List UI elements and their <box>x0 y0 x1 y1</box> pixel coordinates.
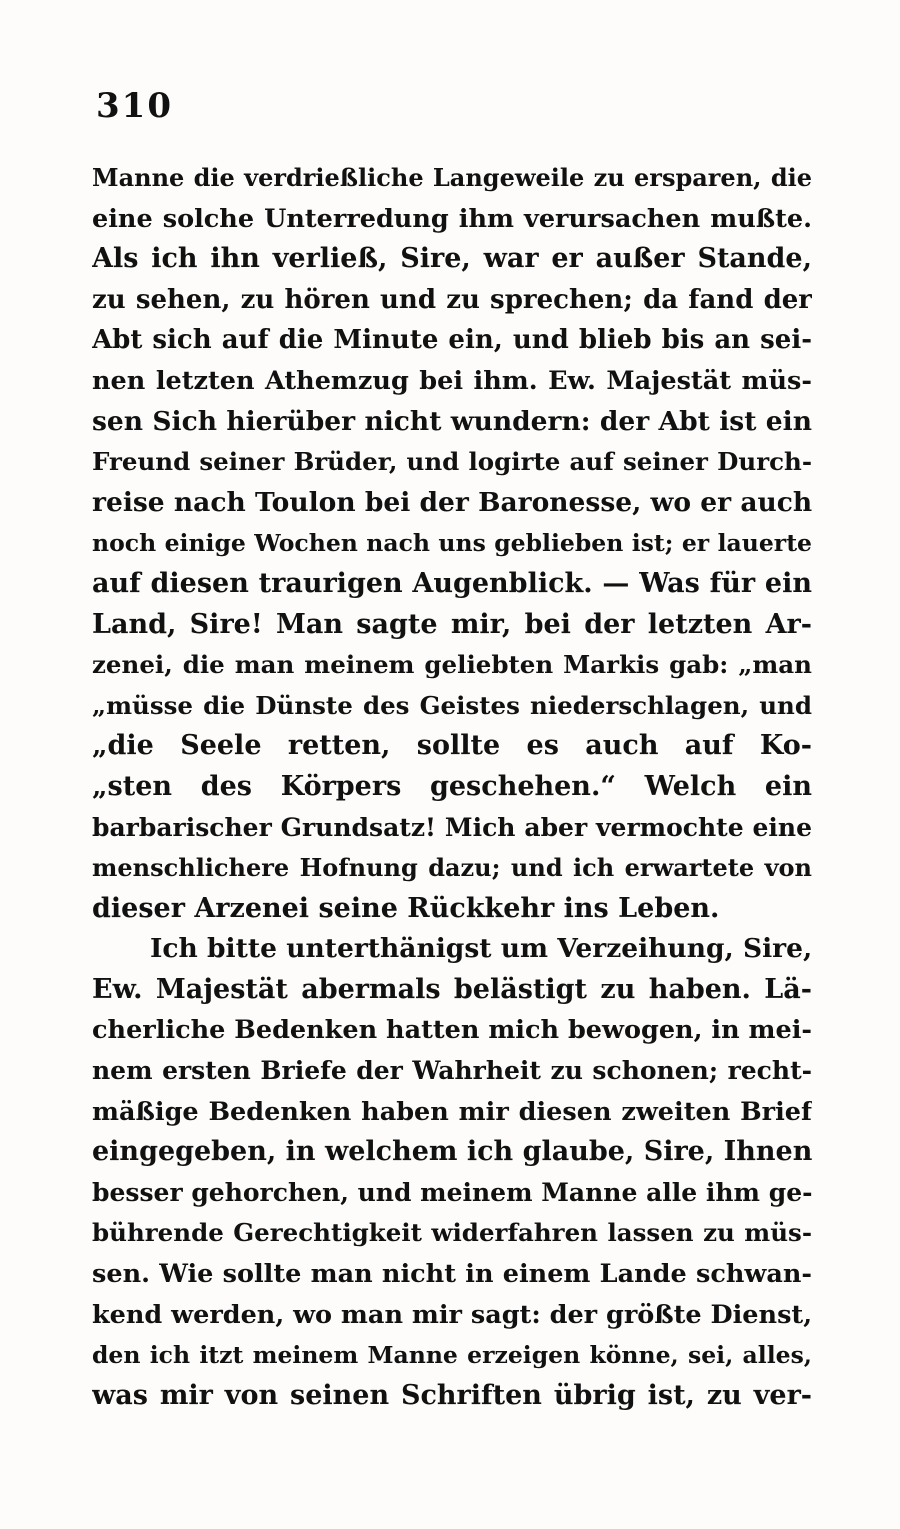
text-line: den ich itzt meinem Manne erzeigen könne, sei, alles, <box>92 1341 812 1370</box>
text-line: sen. Wie sollte man nicht in einem Lande schwan- <box>92 1259 812 1290</box>
text-line: eine solche Unterredung ihm verursachen mußte. <box>92 203 812 234</box>
text-line: „sten des Körpers geschehen.“ Welch ein <box>92 770 812 802</box>
text-line: Freund seiner Brüder, und logirte auf seiner Durch- <box>92 447 812 477</box>
text-line: dieser Arzenei seine Rückkehr ins Leben. <box>92 892 720 924</box>
text-line: auf diesen traurigen Augenblick. — Was für ein <box>92 567 812 599</box>
text-line: zu sehen, zu hören und zu sprechen; da fand der <box>92 284 812 315</box>
text-line: bührende Gerechtigkeit widerfahren lassen zu müs- <box>92 1218 812 1248</box>
text-line: nem ersten Briefe der Wahrheit zu schonen; recht- <box>92 1056 812 1086</box>
text-line: nen letzten Athemzug bei ihm. Ew. Majestät müs- <box>92 365 812 396</box>
text-line: Als ich ihn verließ, Sire, war er außer Stande, <box>92 243 812 275</box>
text-line: menschlichere Hofnung dazu; und ich erwartete von <box>92 853 812 883</box>
text-line: barbarischer Grundsatz! Mich aber vermochte eine <box>92 812 812 842</box>
text-line: kend werden, wo man mir sagt: der größte Dienst, <box>92 1299 812 1330</box>
text-line: „die Seele retten, sollte es auch auf Ko- <box>92 730 812 762</box>
page-number: 310 <box>96 86 173 126</box>
text-line: Ew. Majestät abermals belästigt zu haben. Lä- <box>92 973 812 1005</box>
text-line: besser gehorchen, und meinem Manne alle ihm ge- <box>92 1177 812 1207</box>
text-line: Ich bitte unterthänigst um Verzeihung, Sire, <box>150 933 812 965</box>
text-line: zenei, die man meinem geliebten Markis gab: „man <box>92 650 812 680</box>
body-text <box>92 158 812 1416</box>
text-line: Land, Sire! Man sagte mir, bei der letzten Ar- <box>92 608 812 640</box>
text-line: „müsse die Dünste des Geistes niederschlagen, und <box>92 690 812 720</box>
text-line: Abt sich auf die Minute ein, und blieb bis an sei- <box>92 325 812 356</box>
text-line: reise nach Toulon bei der Baronesse, wo er auch <box>92 486 812 518</box>
text-line: mäßige Bedenken haben mir diesen zweiten Brief <box>92 1096 812 1127</box>
text-line: cherliche Bedenken hatten mich bewogen, in mei- <box>92 1015 812 1046</box>
text-line: sen Sich hierüber nicht wundern: der Abt ist ein <box>92 405 812 437</box>
text-line: eingegeben, in welchem ich glaube, Sire, Ihnen <box>92 1136 812 1168</box>
text-line: noch einige Wochen nach uns geblieben ist; er lauerte <box>92 529 812 558</box>
text-line: was mir von seinen Schriften übrig ist, zu ver- <box>92 1379 812 1411</box>
text-line: Manne die verdrießliche Langeweile zu ersparen, die <box>92 163 812 192</box>
